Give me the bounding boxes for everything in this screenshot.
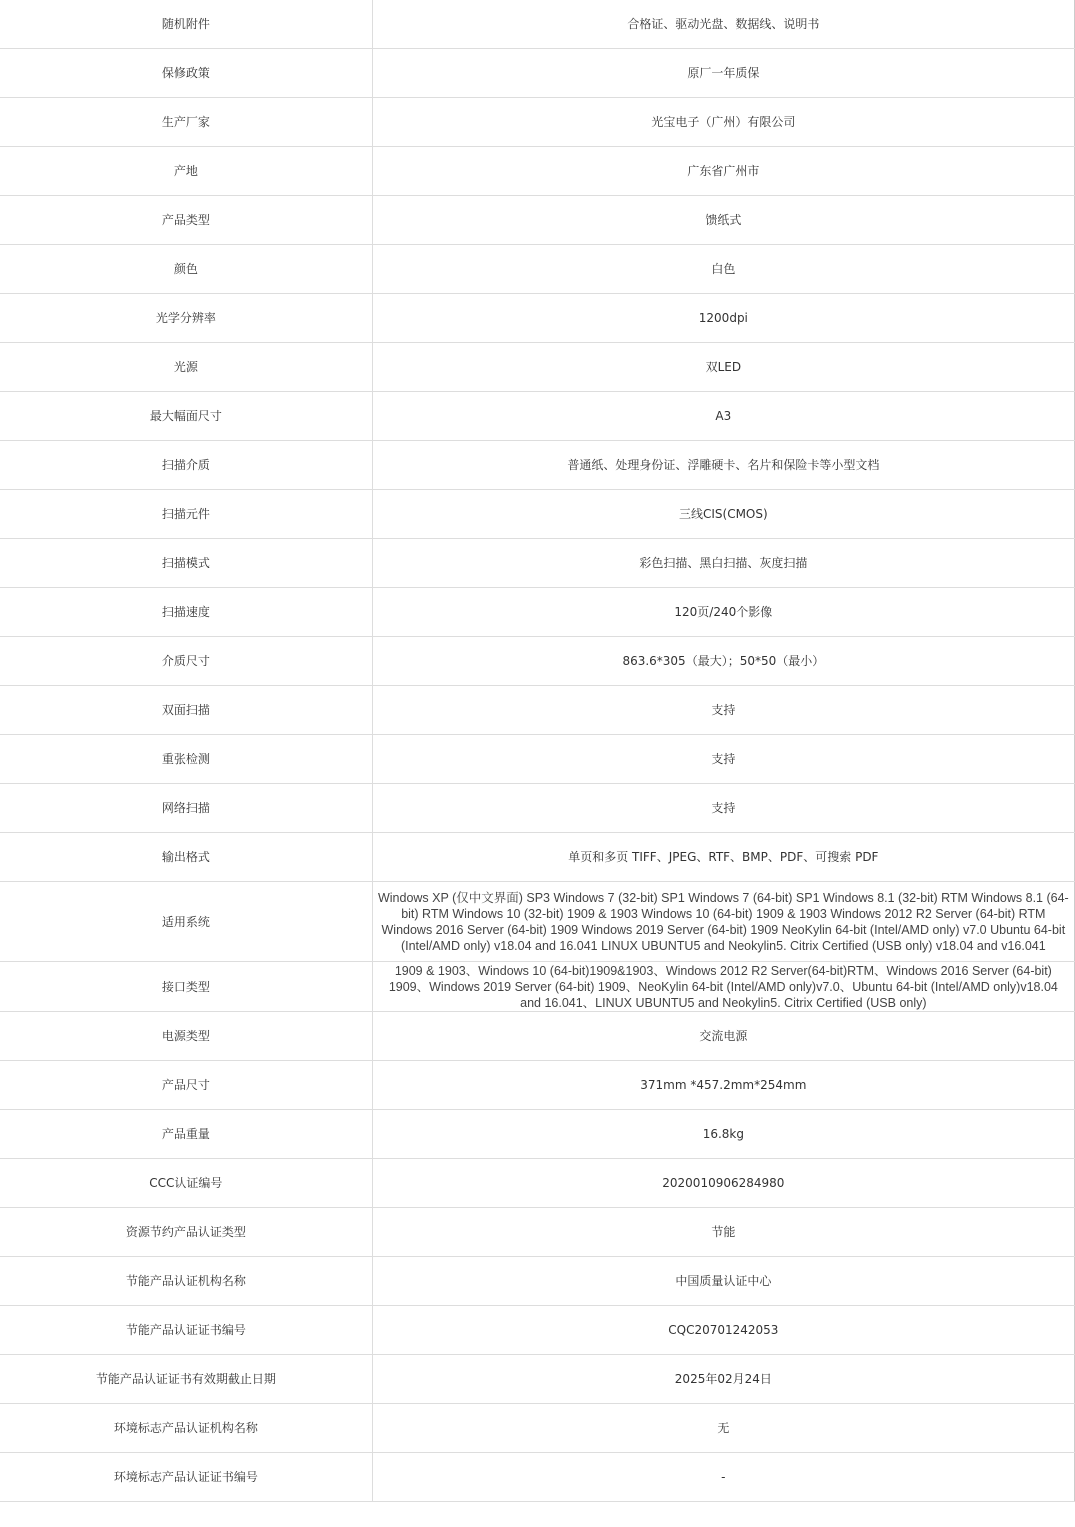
spec-row-resource-saving-type [0, 1208, 1075, 1257]
spec-row-energy-cert-expiry [0, 1355, 1075, 1404]
spec-value: 支持 [372, 686, 1074, 735]
spec-value: - [372, 1453, 1074, 1502]
spec-row-light-source [0, 343, 1075, 392]
spec-row-network-scan [0, 784, 1075, 833]
spec-value: CQC20701242053 [372, 1306, 1074, 1355]
spec-label: 扫描元件 [0, 490, 372, 539]
spec-value: 1909 & 1903、Windows 10 (64-bit)1909&1903、Windows 2012 R2 Server(64-bit)RTM、Windows 2016 Server (64-bit) 1909、Windows 2019 Server (64-bit) 1909、NeoKylin 64-bit (Intel/AMD only)v7.0、Ubuntu 64-bit (Intel/AMD only)v18.04 and 16.041、LINUX UBUNTU5 and Neokylin5. Citrix Certified (USB only) [372, 962, 1074, 1012]
spec-value: 2020010906284980 [372, 1159, 1074, 1208]
spec-label: 节能产品认证证书编号 [0, 1306, 372, 1355]
spec-value: 371mm *457.2mm*254mm [372, 1061, 1074, 1110]
spec-value: 2025年02月24日 [372, 1355, 1074, 1404]
spec-label: 产品重量 [0, 1110, 372, 1159]
spec-row-scan-media [0, 441, 1075, 490]
spec-label: 产地 [0, 147, 372, 196]
spec-label: 环境标志产品认证机构名称 [0, 1404, 372, 1453]
spec-label: 光学分辨率 [0, 294, 372, 343]
spec-value: 合格证、驱动光盘、数据线、说明书 [372, 0, 1074, 49]
spec-label: 随机附件 [0, 0, 372, 49]
spec-value: 16.8kg [372, 1110, 1074, 1159]
spec-value: 单页和多页 TIFF、JPEG、RTF、BMP、PDF、可搜索 PDF [372, 833, 1074, 882]
spec-row-weight [0, 1110, 1075, 1159]
spec-row-accessories [0, 0, 1075, 49]
spec-row-output-format [0, 833, 1075, 882]
spec-label: 生产厂家 [0, 98, 372, 147]
spec-row-optical-resolution [0, 294, 1075, 343]
spec-label: 扫描介质 [0, 441, 372, 490]
spec-value: 节能 [372, 1208, 1074, 1257]
spec-value: 支持 [372, 735, 1074, 784]
spec-row-dimensions [0, 1061, 1075, 1110]
spec-value: 普通纸、处理身份证、浮雕硬卡、名片和保险卡等小型文档 [372, 441, 1074, 490]
spec-row-energy-cert-number [0, 1306, 1075, 1355]
spec-value: 广东省广州市 [372, 147, 1074, 196]
spec-row-scan-element [0, 490, 1075, 539]
spec-value: 彩色扫描、黑白扫描、灰度扫描 [372, 539, 1074, 588]
spec-value: 馈纸式 [372, 196, 1074, 245]
spec-value: 863.6*305（最大）；50*50（最小） [372, 637, 1074, 686]
spec-label: 环境标志产品认证证书编号 [0, 1453, 372, 1502]
spec-label: 适用系统 [0, 882, 372, 962]
spec-label: 保修政策 [0, 49, 372, 98]
spec-row-warranty [0, 49, 1075, 98]
spec-row-eco-cert-number [0, 1453, 1075, 1502]
spec-label: 产品尺寸 [0, 1061, 372, 1110]
spec-row-media-size [0, 637, 1075, 686]
spec-row-interface [0, 962, 1075, 1012]
spec-value: 无 [372, 1404, 1074, 1453]
spec-value: 交流电源 [372, 1012, 1074, 1061]
spec-label: 颜色 [0, 245, 372, 294]
spec-label: 网络扫描 [0, 784, 372, 833]
spec-row-scan-speed [0, 588, 1075, 637]
spec-label: 接口类型 [0, 962, 372, 1012]
spec-row-power-type [0, 1012, 1075, 1061]
spec-label: 双面扫描 [0, 686, 372, 735]
spec-row-manufacturer [0, 98, 1075, 147]
spec-value: 120页/240个影像 [372, 588, 1074, 637]
spec-row-color [0, 245, 1075, 294]
spec-row-energy-cert-body [0, 1257, 1075, 1306]
spec-label: 资源节约产品认证类型 [0, 1208, 372, 1257]
spec-value: 双LED [372, 343, 1074, 392]
spec-value: 支持 [372, 784, 1074, 833]
spec-label: 扫描模式 [0, 539, 372, 588]
spec-value: 1200dpi [372, 294, 1074, 343]
spec-row-duplex [0, 686, 1075, 735]
spec-value: 光宝电子（广州）有限公司 [372, 98, 1074, 147]
spec-label: 节能产品认证机构名称 [0, 1257, 372, 1306]
spec-row-multifeed-detection [0, 735, 1075, 784]
spec-label: 重张检测 [0, 735, 372, 784]
spec-label: 电源类型 [0, 1012, 372, 1061]
spec-label: 节能产品认证证书有效期截止日期 [0, 1355, 372, 1404]
spec-label: 输出格式 [0, 833, 372, 882]
spec-value: 中国质量认证中心 [372, 1257, 1074, 1306]
spec-value: 三线CIS(CMOS) [372, 490, 1074, 539]
spec-row-origin [0, 147, 1075, 196]
spec-row-max-size [0, 392, 1075, 441]
spec-row-scan-mode [0, 539, 1075, 588]
spec-row-product-type [0, 196, 1075, 245]
spec-row-eco-cert-body [0, 1404, 1075, 1453]
spec-row-ccc-number [0, 1159, 1075, 1208]
spec-value: A3 [372, 392, 1074, 441]
spec-label: CCC认证编号 [0, 1159, 372, 1208]
spec-label: 最大幅面尺寸 [0, 392, 372, 441]
spec-value: Windows XP (仅中文界面) SP3 Windows 7 (32-bit) SP1 Windows 7 (64-bit) SP1 Windows 8.1 (32-bit) RTM Windows 8.1 (64-bit) RTM Windows 10 (32-bit) 1909 & 1903 Windows 10 (64-bit) 1909 & 1903 Windows 2012 R2 Server (64-bit) RTM Windows 2016 Server (64-bit) 1909 Windows 2019 Server (64-bit) 1909 NeoKylin 64-bit (Intel/AMD only) v7.0 Ubuntu 64-bit (Intel/AMD only) v18.04 and 16.041 LINUX UBUNTU5 and Neokylin5. Citrix Certified (USB only) v18.04 and v16.041 [372, 882, 1074, 962]
spec-label: 介质尺寸 [0, 637, 372, 686]
spec-value: 白色 [372, 245, 1074, 294]
spec-label: 产品类型 [0, 196, 372, 245]
spec-label: 扫描速度 [0, 588, 372, 637]
spec-value: 原厂一年质保 [372, 49, 1074, 98]
spec-label: 光源 [0, 343, 372, 392]
spec-row-supported-os [0, 882, 1075, 962]
